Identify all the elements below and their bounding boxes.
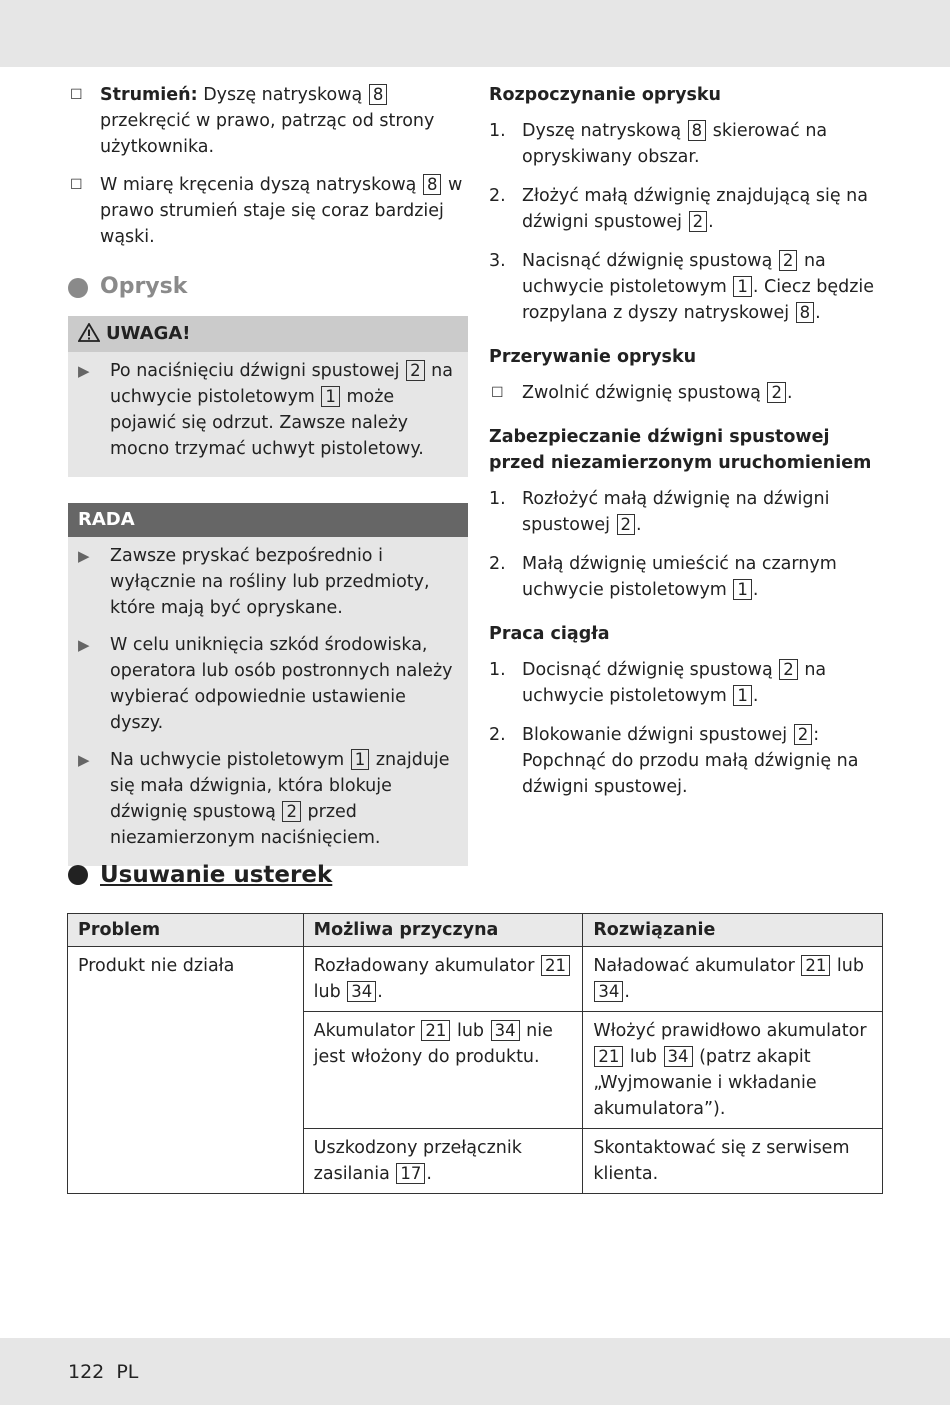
ref-box: 2 <box>689 211 708 232</box>
right-column <box>489 82 889 813</box>
ref-box: 1 <box>733 579 752 600</box>
cause-cell: Akumulator 21 lub 34 nie jest włożony do produktu. <box>303 1012 583 1129</box>
solution-cell: Naładować akumulator 21 lub 34 . <box>583 947 883 1012</box>
checkbox-bullet-icon: ☐ <box>70 177 83 193</box>
troubleshooting-table <box>67 913 883 1194</box>
list-item: 2. Blokowanie dźwigni spustowej 2 : Popchnąć do przodu małą dźwignię na dźwigni spustowej. <box>489 725 859 797</box>
checkbox-bullet-icon: ☐ <box>491 385 504 401</box>
ref-box: 34 <box>491 1020 520 1041</box>
left-column <box>68 82 468 892</box>
subheading-trigger-lock: Zabezpieczanie dźwigni spustowej przed niezamierzonym uruchomieniem <box>489 427 872 473</box>
solution-cell: Włożyć prawidłowo akumulator 21 lub 34 (patrz akapit „Wyjmowanie i wkładanie akumulatora”). <box>583 1012 883 1129</box>
tip-header: RADA <box>68 503 468 537</box>
ref-box: 1 <box>321 386 340 407</box>
list-item: 1. Rozłożyć małą dźwignię na dźwigni spustowej 2 . <box>489 489 830 535</box>
ref-box: 34 <box>594 981 623 1002</box>
ref-box: 17 <box>396 1163 425 1184</box>
ref-box: 1 <box>733 685 752 706</box>
warning-box <box>68 316 468 477</box>
subheading-stop-spraying: Przerywanie oprysku <box>489 347 697 367</box>
list-item: 1. Dyszę natryskową 8 skierować na opryskiwany obszar. <box>489 121 828 167</box>
ref-box: 2 <box>767 382 786 403</box>
ref-box: 1 <box>351 749 370 770</box>
warning-header: UWAGA! <box>68 316 468 352</box>
ref-box: 8 <box>688 120 707 141</box>
ref-box: 2 <box>794 724 813 745</box>
ref-box: 8 <box>796 302 815 323</box>
footer-band <box>0 1338 950 1405</box>
list-item: 3. Nacisnąć dźwignię spustową 2 na uchwycie pistoletowym 1 . Ciecz będzie rozpylana z dyszy natryskowej 8 . <box>489 251 875 323</box>
section-dot-icon <box>68 865 88 885</box>
section-dot-icon <box>68 278 88 298</box>
list-item: ☐ Zwolnić dźwignię spustową 2 . <box>489 380 889 406</box>
tip-box <box>68 503 468 866</box>
ref-box: 34 <box>664 1046 693 1067</box>
tip-item: ▶ Zawsze pryskać bezpośrednio i wyłącznie na rośliny lub przedmioty, które mają być opryskane. <box>68 543 468 621</box>
column-header: Rozwiązanie <box>583 914 883 947</box>
tip-item: ▶ W celu uniknięcia szkód środowiska, operatora lub osób postronnych należy wybierać odpowiednie ustawienie dyszy. <box>68 632 468 736</box>
triangle-bullet-icon: ▶ <box>78 636 90 654</box>
ref-box: 2 <box>779 250 798 271</box>
warning-text: ▶ Po naciśnięciu dźwigni spustowej 2 na uchwycie pistoletowym 1 może pojawić się odrzut. Zawsze należy mocno trzymać uchwyt pistoletowy. <box>68 358 468 462</box>
list-item: 1. Docisnąć dźwignię spustową 2 na uchwycie pistoletowym 1 . <box>489 660 827 706</box>
tip-item: ▶ Na uchwycie pistoletowym 1 znajduje się mała dźwignia, która blokuje dźwignię spustową 2 przed niezamierzonym naciśnięciem. <box>68 747 468 851</box>
bullet-narrowing: ☐ W miarę kręcenia dyszą natryskową 8 w prawo strumień staje się coraz bardziej wąski. <box>68 172 468 250</box>
ref-box: 21 <box>421 1020 450 1041</box>
ref-box: 8 <box>369 84 388 105</box>
table-row <box>68 947 883 1012</box>
ref-box: 2 <box>779 659 798 680</box>
list-item: 2. Złożyć małą dźwignię znajdującą się na dźwigni spustowej 2 . <box>489 186 868 232</box>
section-heading-troubleshooting: Usuwanie usterek <box>68 858 332 892</box>
table-header-row <box>68 914 883 947</box>
solution-cell: Skontaktować się z serwisem klienta. <box>583 1129 883 1194</box>
triangle-bullet-icon: ▶ <box>78 362 90 380</box>
ref-box: 21 <box>801 955 830 976</box>
cause-cell: Rozładowany akumulator 21 lub 34 . <box>303 947 583 1012</box>
header-band <box>0 0 950 67</box>
list-item: 2. Małą dźwignię umieścić na czarnym uchwycie pistoletowym 1 . <box>489 554 837 600</box>
ref-box: 21 <box>541 955 570 976</box>
bullet-stream: ☐ Strumień: Dyszę natryskową 8 przekręcić w prawo, patrząc od strony użytkownika. <box>68 82 468 160</box>
ref-box: 21 <box>594 1046 623 1067</box>
ref-box: 8 <box>423 174 442 195</box>
ref-box: 1 <box>733 276 752 297</box>
ref-box: 2 <box>282 801 301 822</box>
checkbox-bullet-icon: ☐ <box>70 87 83 103</box>
triangle-bullet-icon: ▶ <box>78 751 90 769</box>
warning-triangle-icon <box>78 323 100 342</box>
section-heading-oprysk: Oprysk <box>68 272 468 302</box>
cause-cell: Uszkodzony przełącznik zasilania 17 . <box>303 1129 583 1194</box>
ref-box: 34 <box>347 981 376 1002</box>
column-header: Możliwa przyczyna <box>303 914 583 947</box>
page-number: 122 PL <box>68 1361 139 1383</box>
ref-box: 2 <box>406 360 425 381</box>
ref-box: 2 <box>617 514 636 535</box>
subheading-start-spraying: Rozpoczynanie oprysku <box>489 85 721 105</box>
problem-cell: Produkt nie działa <box>68 947 304 1194</box>
triangle-bullet-icon: ▶ <box>78 547 90 565</box>
column-header: Problem <box>68 914 304 947</box>
subheading-continuous: Praca ciągła <box>489 624 610 644</box>
